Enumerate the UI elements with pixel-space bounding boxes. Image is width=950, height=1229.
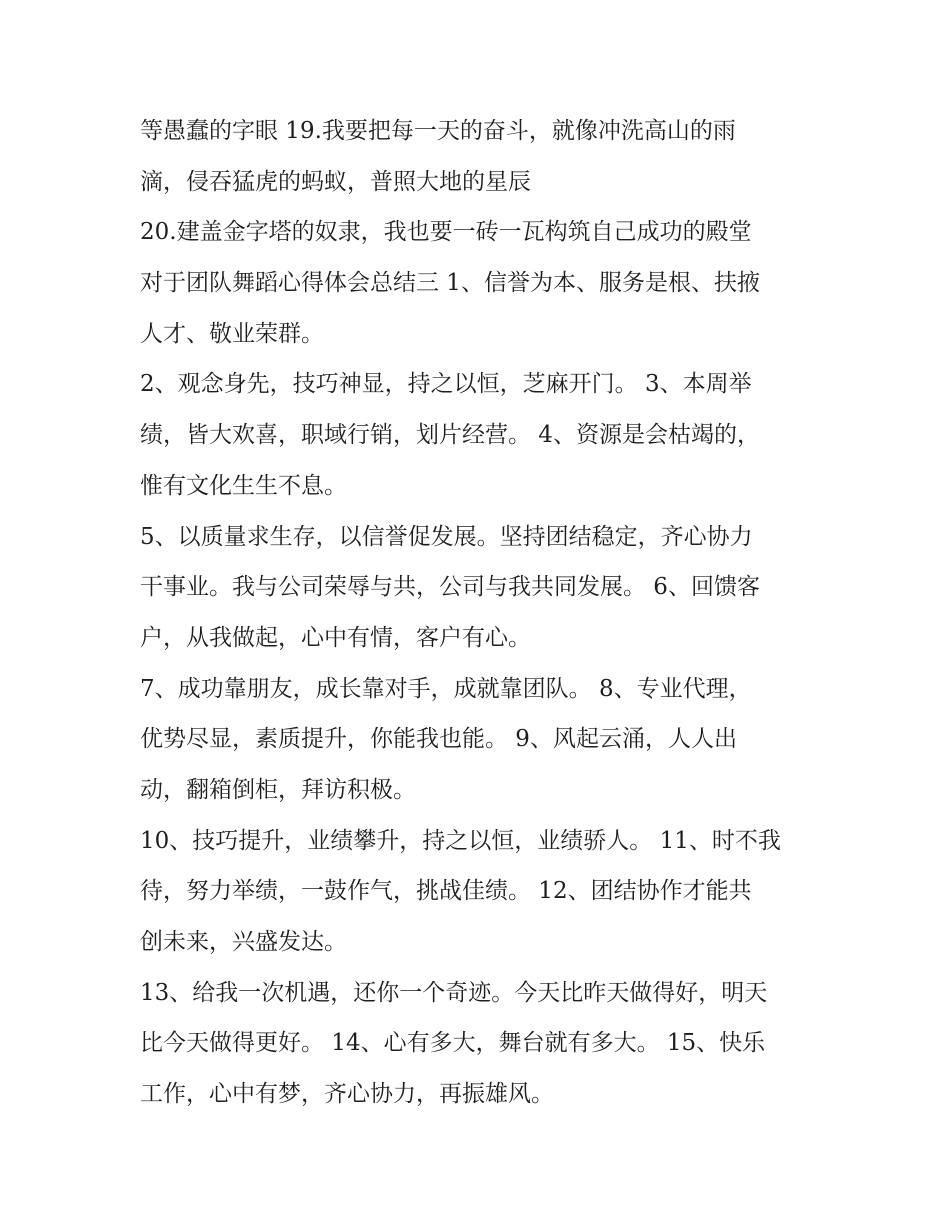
document-body	[140, 106, 820, 1120]
text-line-18: 13、给我一次机遇，还你一个奇迹。今天比昨天做得好，明天	[140, 979, 768, 1006]
text-line-12: 7、成功靠朋友，成长靠对手，成就靠团队。 8、专业代理，	[140, 675, 752, 702]
text-line-1: 等愚蠢的字眼 19.我要把每一天的奋斗，就像冲洗高山的雨	[140, 118, 736, 144]
text-line-9: 5、以质量求生存，以信誉促发展。坚持团结稳定，齐心协力	[140, 523, 753, 550]
text-line-10: 干事业。我与公司荣辱与共，公司与我共同发展。 6、回馈客	[140, 574, 760, 601]
text-line-4: 对于团队舞蹈心得体会总结三 1、信誉为本、服务是根、扶掖	[140, 270, 760, 297]
text-line-19: 比今天做得更好。 14、心有多大，舞台就有多大。 15、快乐	[140, 1030, 766, 1057]
text-line-5: 人才、敬业荣群。	[140, 320, 324, 347]
text-line-13: 优势尽显，素质提升，你能我也能。 9、风起云涌，人人出	[140, 726, 737, 753]
text-line-20: 工作，心中有梦，齐心协力，再振雄风。	[140, 1081, 554, 1108]
text-line-14: 动，翻箱倒柜，拜访积极。	[140, 776, 416, 803]
text-line-8: 惟有文化生生不息。	[140, 472, 347, 499]
text-line-16: 待，努力举绩，一鼓作气，挑战佳绩。 12、团结协作才能共	[140, 878, 752, 905]
text-line-3: 20.建盖金字塔的奴隶，我也要一砖一瓦构筑自己成功的殿堂	[140, 219, 752, 246]
text-line-2: 滴，侵吞猛虎的蚂蚁，普照大地的星辰	[140, 168, 531, 195]
text-line-17: 创未来，兴盛发达。	[140, 929, 347, 955]
text-line-6: 2、观念身先，技巧神显，持之以恒，芝麻开门。 3、本周举	[140, 371, 752, 398]
text-line-15: 10、技巧提升，业绩攀升，持之以恒，业绩骄人。 11、时不我	[140, 827, 781, 854]
text-line-11: 户，从我做起，心中有情，客户有心。	[140, 624, 531, 651]
text-line-7: 绩，皆大欢喜，职域行销，划片经营。 4、资源是会枯竭的，	[140, 422, 760, 449]
